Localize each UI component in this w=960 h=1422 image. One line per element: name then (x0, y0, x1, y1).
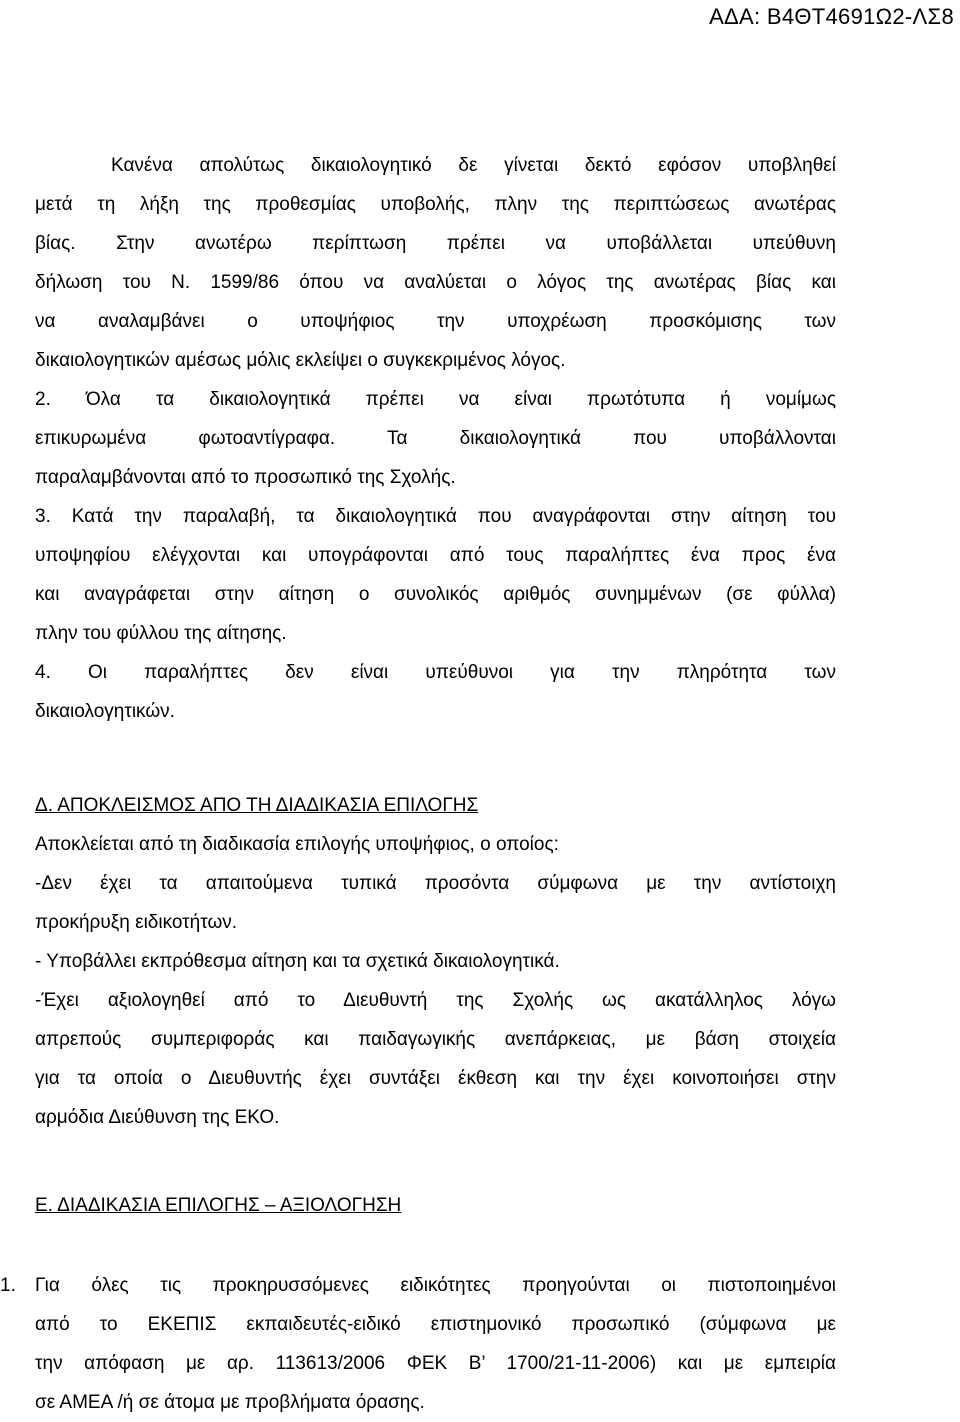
text-line: απρεπούς συμπεριφοράς και παιδαγωγικής ανεπάρκειας, με βάση στοιχεία (35, 1029, 836, 1050)
text-line: σε ΑΜΕΑ /ή σε άτομα με προβλήματα όρασης. (35, 1392, 425, 1413)
text-line: υποψηφίου ελέγχονται και υπογράφονται από τους παραλήπτες ένα προς ένα (35, 545, 836, 566)
text-line: Για όλες τις προκηρυσσόμενες ειδικότητες προηγούνται οι πιστοποιημένοι (35, 1275, 836, 1296)
text-line: αρμόδια Διεύθυνση της ΕΚΟ. (35, 1107, 280, 1128)
text-line: - Υποβάλλει εκπρόθεσμα αίτηση και τα σχετικά δικαιολογητικά. (35, 951, 560, 972)
text-line: -Έχει αξιολογηθεί από το Διευθυντή της Σχολής ως ακατάλληλος λόγω (35, 990, 836, 1011)
text-line: 4. Οι παραλήπτες δεν είναι υπεύθυνοι για την πληρότητα των (35, 662, 836, 683)
text-line: 3. Κατά την παραλαβή, τα δικαιολογητικά που αναγράφονται στην αίτηση του (35, 506, 836, 527)
section-submission-rules (35, 146, 836, 731)
text-line: 2. Όλα τα δικαιολογητικά πρέπει να είναι πρωτότυπα ή νομίμως (35, 389, 836, 410)
text-line: Αποκλείεται από τη διαδικασία επιλογής υποψήφιος, ο οποίος: (35, 834, 559, 855)
text-line: δικαιολογητικών. (35, 701, 175, 722)
text-line: δήλωση του Ν. 1599/86 όπου να αναλύεται ο λόγος της ανωτέρας βίας και (35, 272, 836, 293)
section-heading-selection: Ε. ΔΙΑΔΙΚΑΣΙΑ ΕΠΙΛΟΓΗΣ – ΑΞΙΟΛΟΓΗΣΗ (35, 1195, 402, 1216)
list-number: 1. (0, 1275, 16, 1296)
text-line: να αναλαμβάνει ο υποψήφιος την υποχρέωση προσκόμισης των (35, 311, 836, 332)
section-selection-item-1 (0, 1266, 836, 1422)
document-ada-code: ΑΔΑ: Β4ΘΤ4691Ω2-ΛΣ8 (709, 4, 954, 29)
section-heading-exclusion: Δ. ΑΠΟΚΛΕΙΣΜΟΣ ΑΠΟ ΤΗ ΔΙΑΔΙΚΑΣΙΑ ΕΠΙΛΟΓΗΣ (35, 795, 479, 816)
section-heading-selection-wrap (35, 1186, 836, 1225)
text-line: βίας. Στην ανωτέρω περίπτωση πρέπει να υποβάλλεται υπεύθυνη (35, 233, 836, 254)
text-line: -Δεν έχει τα απαιτούμενα τυπικά προσόντα σύμφωνα με την αντίστοιχη (35, 873, 836, 894)
section-exclusion (35, 786, 836, 1137)
text-line: για τα οποία ο Διευθυντής έχει συντάξει έκθεση και την έχει κοινοποιήσει στην (35, 1068, 836, 1089)
text-line: και αναγράφεται στην αίτηση ο συνολικός αριθμός συνημμένων (σε φύλλα) (35, 584, 836, 605)
text-line: την απόφαση με αρ. 113613/2006 ΦΕΚ Β’ 1700/21-11-2006) και με εμπειρία (35, 1353, 836, 1374)
text-line: επικυρωμένα φωτοαντίγραφα. Τα δικαιολογητικά που υποβάλλονται (35, 428, 836, 449)
text-line: μετά τη λήξη της προθεσμίας υποβολής, πλην της περιπτώσεως ανωτέρας (35, 194, 836, 215)
text-line: δικαιολογητικών αμέσως μόλις εκλείψει ο συγκεκριμένος λόγος. (35, 350, 566, 371)
text-line: Κανένα απολύτως δικαιολογητικό δε γίνεται δεκτό εφόσον υποβληθεί (111, 155, 836, 176)
text-line: από το ΕΚΕΠΙΣ εκπαιδευτές-ειδικό επιστημονικό προσωπικό (σύμφωνα με (35, 1314, 836, 1335)
text-line: πλην του φύλλου της αίτησης. (35, 623, 287, 644)
text-line: προκήρυξη ειδικοτήτων. (35, 912, 238, 933)
text-line: παραλαμβάνονται από το προσωπικό της Σχολής. (35, 467, 456, 488)
